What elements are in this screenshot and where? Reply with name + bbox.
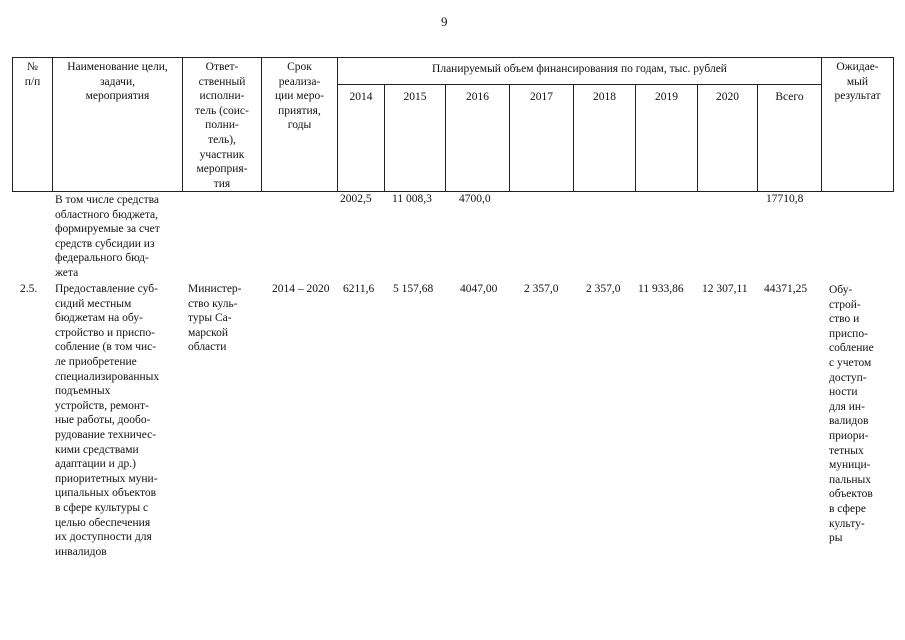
value-2018: 2 357,0 <box>586 283 621 295</box>
row-result: Обу- строй- ство и приспо- собление с учетом доступ- ности для ин- валидов приори- тетных муници- пальных объектов в сфере культу- ры <box>829 284 874 545</box>
header-col-name: Наименование цели, задачи, мероприятия <box>67 61 168 103</box>
header-year-2014: 2014 <box>349 91 373 103</box>
header-col-responsible: Ответ- ственный исполни- тель (соис- полни- тель), участник мероприя- тия <box>195 61 249 190</box>
header-col-number: № п/п <box>24 61 41 88</box>
header-bottom-border <box>12 191 894 192</box>
table-top-border <box>12 57 894 58</box>
row-responsible: Министер- ство куль- туры Са- марской области <box>188 283 242 354</box>
value-2016: 4047,00 <box>460 283 498 295</box>
header-year-2015: 2015 <box>403 91 427 103</box>
header-year-2017: 2017 <box>530 91 553 103</box>
value-2017: 2 357,0 <box>524 283 559 295</box>
header-year-total: Всего <box>775 91 804 103</box>
value-total: 17710,8 <box>766 193 804 205</box>
value-2015: 11 008,3 <box>392 193 432 205</box>
header-col-financing: Планируемый объем финансирования по годам, тыс. рублей <box>432 63 727 75</box>
value-2020: 12 307,11 <box>702 283 748 295</box>
header-year-2020: 2020 <box>716 91 739 103</box>
value-2016: 4700,0 <box>459 193 491 205</box>
header-year-2018: 2018 <box>593 91 616 103</box>
header-year-2016: 2016 <box>466 91 489 103</box>
page-number: 9 <box>441 14 448 29</box>
row-name: Предоставление суб- сидий местным бюджетам на обу- стройство и приспо- собление (в том чис- ле приобретение специализированных подъемных устройств, ремонт- ные работы, дообо- рудование техничес- кими средствами адаптации и др.) приоритетных муни- ципальных объектов в сфере культуры с целью обеспечения их доступности для инвалидов <box>55 283 160 558</box>
value-2015: 5 157,68 <box>393 283 434 295</box>
years-divider-line <box>337 84 821 85</box>
header-col-term: Срок реализа- ции меро- приятия, годы <box>274 61 325 132</box>
row-name: В том числе средства областного бюджета, формируемые за счет средств субсидии из федерального бюд- жета <box>55 194 160 279</box>
header-col-result: Ожидае- мый результат <box>834 61 881 103</box>
row-term: 2014 – 2020 <box>272 283 330 295</box>
value-2014: 6211,6 <box>343 283 375 295</box>
value-total: 44371,25 <box>764 283 808 295</box>
value-2014: 2002,5 <box>340 193 372 205</box>
value-2019: 11 933,86 <box>638 283 684 295</box>
row-number: 2.5. <box>20 283 38 295</box>
header-year-2019: 2019 <box>655 91 678 103</box>
